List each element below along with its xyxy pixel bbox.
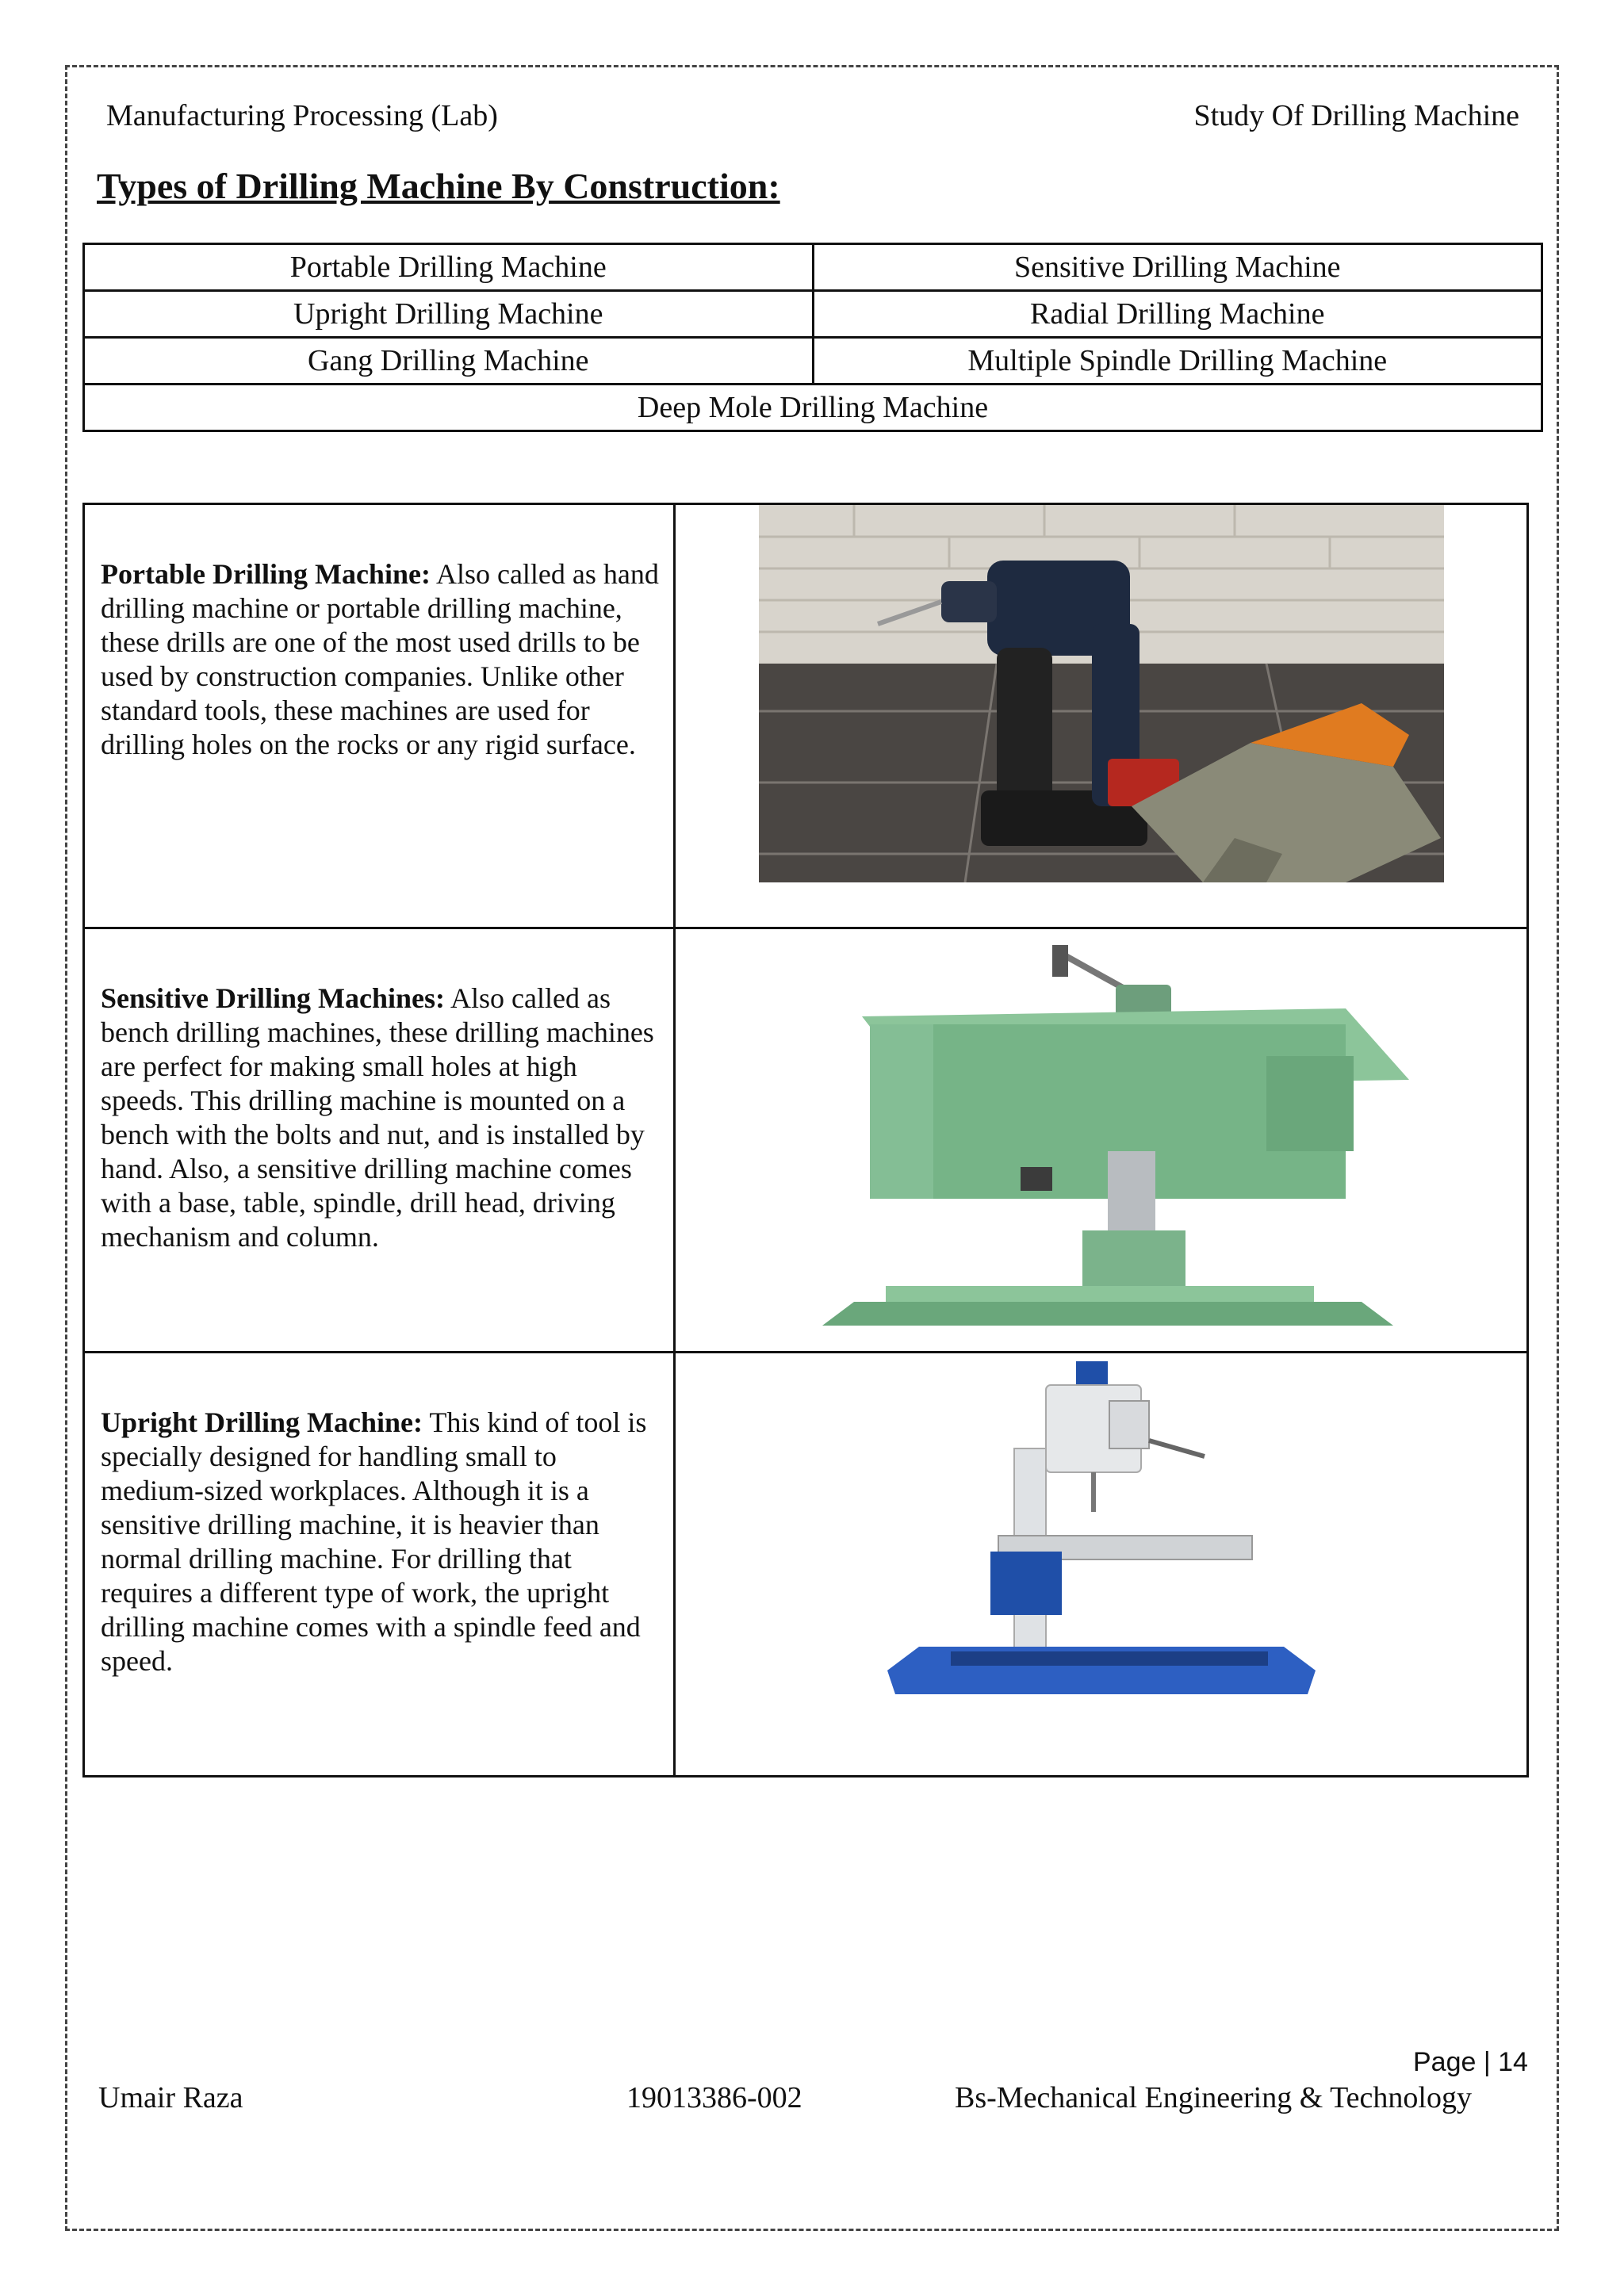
footer-student-id: 19013386-002 xyxy=(626,2081,802,2114)
portable-drill-image xyxy=(759,505,1444,882)
table-cell: Radial Drilling Machine xyxy=(813,291,1542,338)
table-row xyxy=(84,291,1542,338)
footer-student-name: Umair Raza xyxy=(98,2081,243,2114)
sensitive-drill-image xyxy=(759,929,1444,1326)
machine-row-portable xyxy=(84,504,1528,928)
table-row xyxy=(84,338,1542,385)
page-number: Page | 14 xyxy=(1413,2047,1528,2077)
header-course: Manufacturing Processing (Lab) xyxy=(106,99,498,132)
types-table xyxy=(82,243,1543,432)
machine-image-cell xyxy=(675,928,1528,1353)
table-cell: Multiple Spindle Drilling Machine xyxy=(813,338,1542,385)
machine-text: Also called as bench drilling machines, these drilling machines are perfect for making small holes at high speeds. This drilling machine is mounted on a bench with the bolts and nut, and is installed by hand. Also, a sensitive drilling machine comes with a base, table, spindle, drill head, driving mechanism and column. xyxy=(101,982,654,1253)
table-cell: Upright Drilling Machine xyxy=(84,291,814,338)
machines-table xyxy=(82,503,1529,1777)
machine-name: Upright Drilling Machine: xyxy=(101,1406,423,1438)
machine-text: This kind of tool is specially designed for handling small to medium-sized workplaces. Although it is a sensitive drilling machine, it is heavier than normal drilling machine. For drilling that requires a different type of work, the upright drilling machine comes with a spindle feed and speed. xyxy=(101,1406,647,1677)
machine-image-cell xyxy=(675,1353,1528,1777)
machine-description-cell xyxy=(84,504,675,928)
machine-image-cell xyxy=(675,504,1528,928)
table-cell: Sensitive Drilling Machine xyxy=(813,244,1542,291)
machine-row-upright xyxy=(84,1353,1528,1777)
footer-program: Bs-Mechanical Engineering & Technology xyxy=(955,2081,1472,2114)
machine-description xyxy=(85,505,673,762)
machine-name: Sensitive Drilling Machines: xyxy=(101,982,445,1014)
machine-row-sensitive xyxy=(84,928,1528,1353)
machine-description-cell xyxy=(84,1353,675,1777)
machine-text: Also called as hand drilling machine or portable drilling machine, these drills are one of the most used drills to be used by construction companies. Unlike other standard tools, these machines are used for drilling holes on the rocks or any rigid surface. xyxy=(101,558,659,760)
machine-name: Portable Drilling Machine: xyxy=(101,558,431,590)
table-cell: Gang Drilling Machine xyxy=(84,338,814,385)
table-cell: Deep Mole Drilling Machine xyxy=(84,385,1542,431)
table-row xyxy=(84,244,1542,291)
table-cell: Portable Drilling Machine xyxy=(84,244,814,291)
upright-drill-image xyxy=(760,1353,1442,1702)
header-topic: Study Of Drilling Machine xyxy=(1193,99,1519,132)
machine-description-cell xyxy=(84,928,675,1353)
section-title: Types of Drilling Machine By Construction: xyxy=(97,166,780,206)
machine-description xyxy=(85,1353,673,1678)
machine-description xyxy=(85,929,673,1254)
table-row xyxy=(84,385,1542,431)
